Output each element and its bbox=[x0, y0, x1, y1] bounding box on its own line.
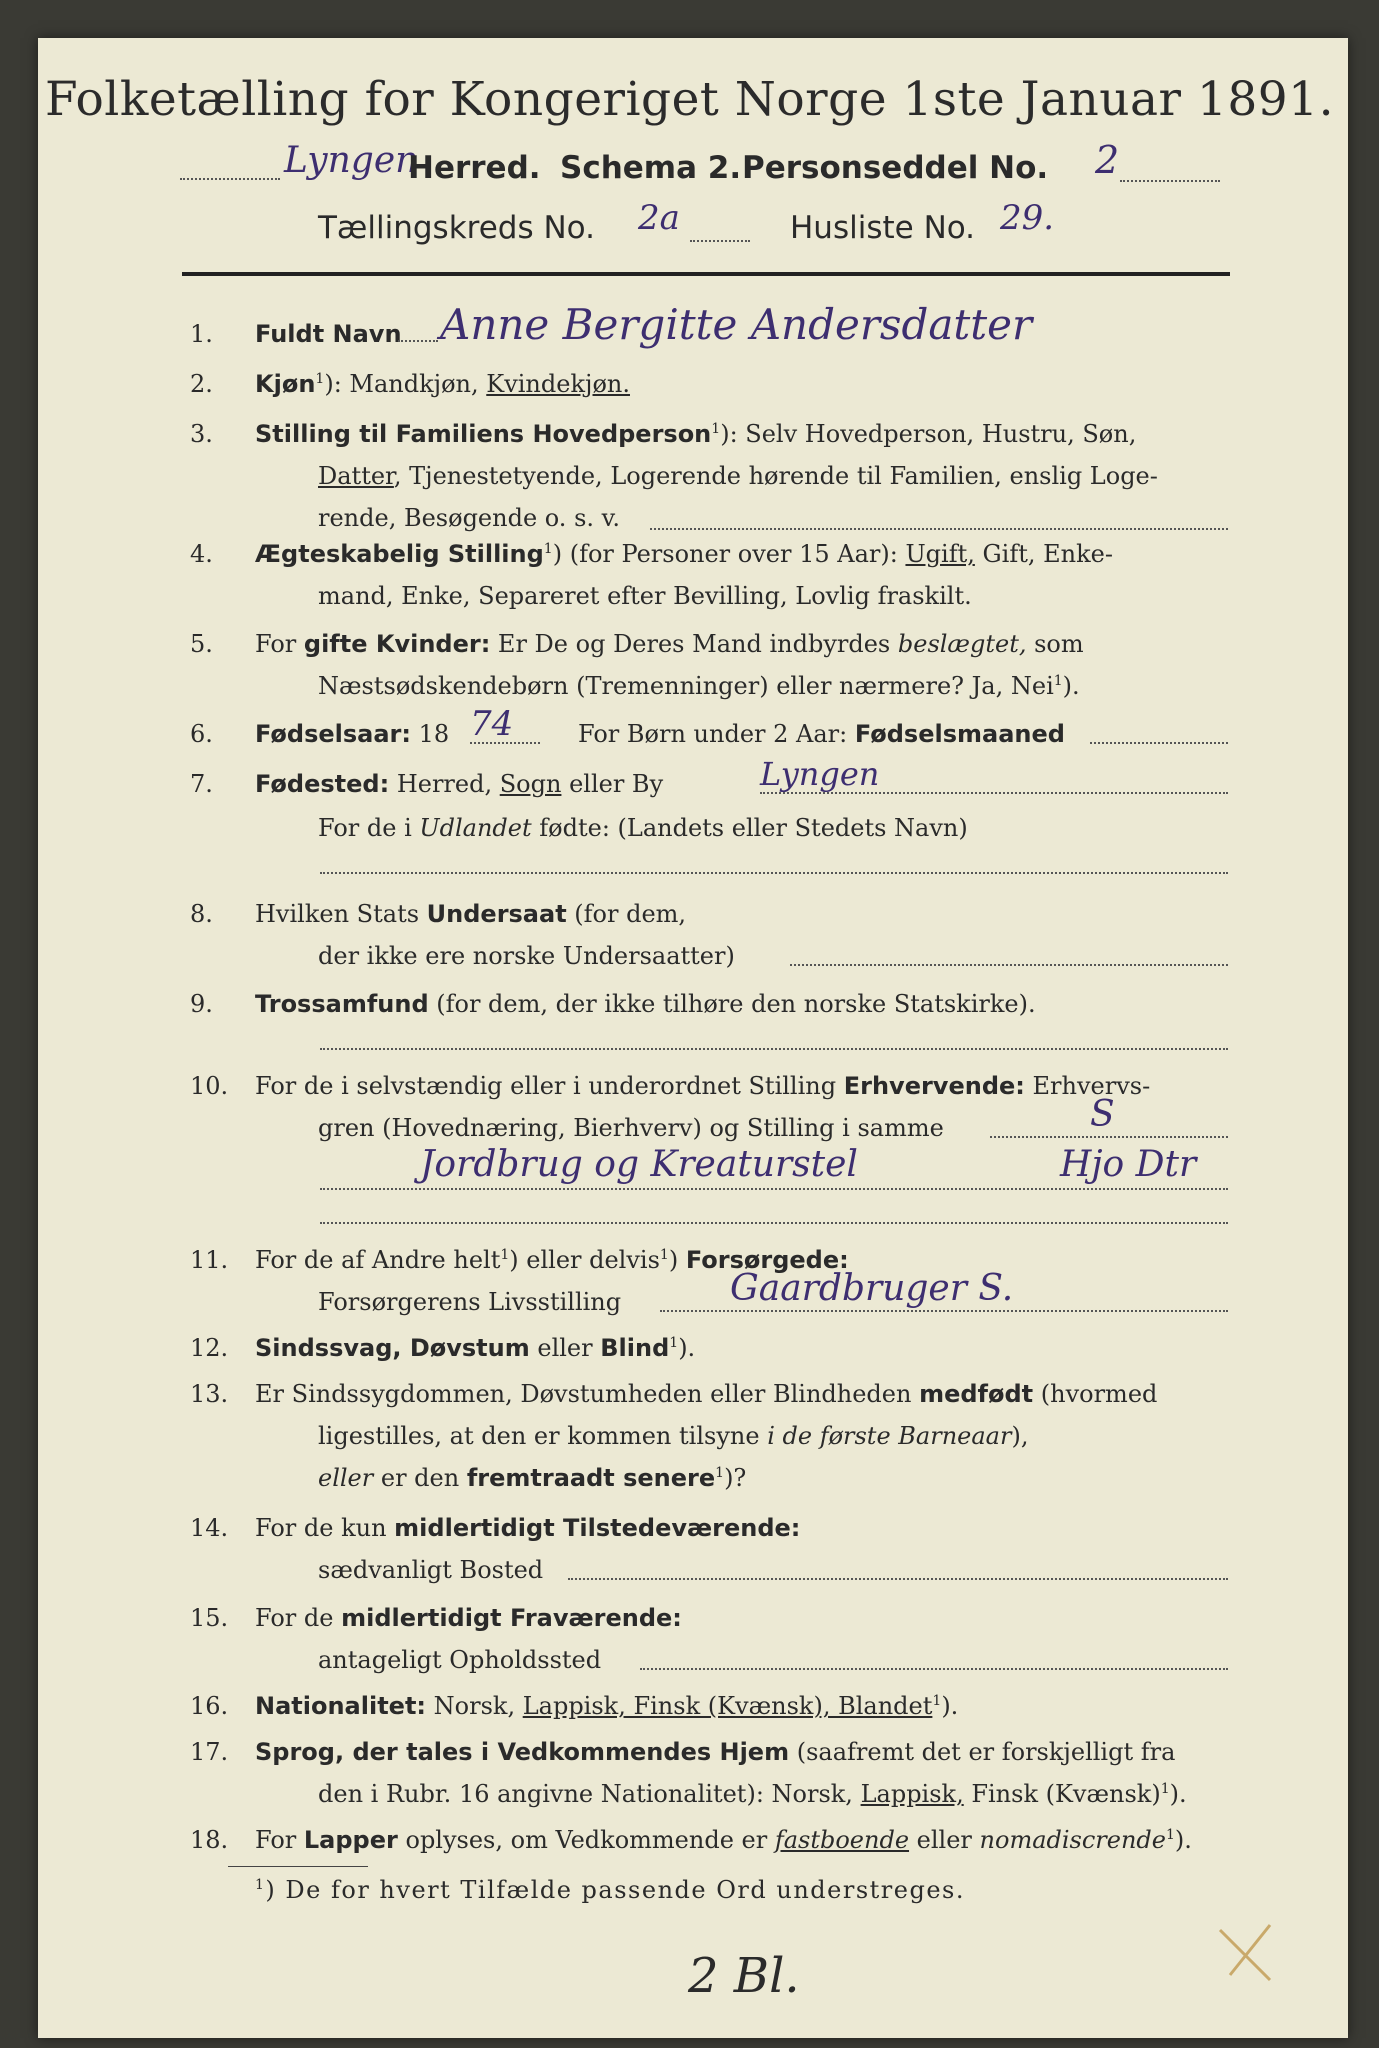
dependents-label: Forsørgede: bbox=[685, 1246, 849, 1274]
item-number: 13. bbox=[190, 1380, 229, 1408]
item-number: 6. bbox=[190, 720, 213, 748]
item-number: 1. bbox=[190, 320, 213, 348]
dotted-line bbox=[650, 528, 1228, 530]
dotted-line bbox=[470, 742, 540, 744]
dotted-line bbox=[398, 340, 438, 342]
birthplace-selected: Sogn bbox=[499, 770, 562, 798]
item-number: 11. bbox=[190, 1246, 229, 1274]
provider-occupation-value: Gaardbruger S. bbox=[730, 1268, 1014, 1309]
personseddel-value: 2 bbox=[1095, 138, 1120, 182]
item-number: 5. bbox=[190, 630, 213, 658]
husliste-value: 29. bbox=[1000, 198, 1055, 238]
item-8-text: Hvilken Stats Undersaat (for dem, bbox=[255, 900, 687, 928]
item-5-line2: Næstsødskendebørn (Tremenninger) eller nærmere? Ja, Nei$^1$). bbox=[318, 672, 1080, 700]
item-number: 14. bbox=[190, 1514, 229, 1542]
birth-month-label: Fødselsmaaned bbox=[854, 720, 1065, 748]
item-14-text: For de kun midlertidigt Tilstedeværende: bbox=[255, 1514, 801, 1542]
herred-label: Herred. bbox=[408, 150, 541, 186]
nationality-label: Nationalitet: bbox=[255, 1692, 427, 1720]
dotted-line bbox=[1120, 180, 1220, 182]
full-name-value: Anne Bergitte Andersdatter bbox=[440, 300, 1033, 349]
item-13-text: Er Sindssygdommen, Døvstumheden eller Blindheden medfødt (hvormed bbox=[255, 1380, 1158, 1408]
disability-label: Sindssvag, Døvstum bbox=[255, 1334, 530, 1362]
item-3-line2: Datter, Tjenestetyende, Logerende hørende til Familien, enslig Loge- bbox=[318, 462, 1158, 490]
item-15-text: For de midlertidigt Fraværende: bbox=[255, 1604, 682, 1632]
birth-year-label: Fødselsaar: bbox=[255, 720, 411, 748]
birth-year-prefix: 18 bbox=[418, 720, 450, 748]
birthplace-value: Lyngen bbox=[760, 755, 880, 793]
item-10-text: For de i selvstændig eller i underordnet Stilling Erhvervende: Erhvervs- bbox=[255, 1072, 1151, 1100]
item-number: 8. bbox=[190, 900, 213, 928]
lapps-selected: fastboende bbox=[774, 1826, 910, 1854]
dotted-line bbox=[320, 872, 1228, 874]
item-13-line2: ligestilles, at den er kommen tilsyne i de første Barneaar), bbox=[318, 1422, 1029, 1450]
item-number: 7. bbox=[190, 770, 213, 798]
citizenship-label: Undersaat bbox=[426, 900, 567, 928]
item-3-text: Stilling til Familiens Hovedperson$^1$): Selv Hovedperson, Hustru, Søn, bbox=[255, 420, 1137, 448]
birthplace-label: Fødested: bbox=[255, 770, 390, 798]
birth-year-value: 74 bbox=[470, 704, 514, 744]
cross-mark-icon bbox=[1210, 1910, 1290, 1990]
language-selected: Lappisk, bbox=[860, 1780, 964, 1808]
superscript: 1 bbox=[315, 371, 325, 387]
item-number: 3. bbox=[190, 420, 213, 448]
item-number: 18. bbox=[190, 1826, 229, 1854]
item-number: 4. bbox=[190, 540, 213, 568]
personseddel-label: Personseddel No. bbox=[742, 150, 1049, 186]
item-number: 16. bbox=[190, 1692, 229, 1720]
item-number: 12. bbox=[190, 1334, 229, 1362]
item-2-text bbox=[255, 370, 630, 398]
marital-status-selected: Ugift, bbox=[905, 540, 975, 568]
dotted-line bbox=[790, 964, 1228, 966]
dotted-line bbox=[760, 792, 1228, 794]
sex-label: Kjøn bbox=[255, 370, 316, 398]
married-women-label: gifte Kvinder: bbox=[303, 630, 491, 658]
item-7-line2: For de i Udlandet fødte: (Landets eller Stedets Navn) bbox=[318, 814, 968, 842]
occupation-code: S bbox=[1090, 1094, 1115, 1135]
schema-label: Schema 2. bbox=[560, 150, 742, 186]
item-18-text: For Lapper oplyses, om Vedkommende er fastboende eller nomadiscrende$^1$). bbox=[255, 1826, 1192, 1854]
item-4-text: Ægteskabelig Stilling$^1$) (for Personer over 15 Aar): Ugift, Gift, Enke- bbox=[255, 540, 1113, 568]
footnote: $^1$) De for hvert Tilfælde passende Ord understreges. bbox=[255, 1876, 965, 1904]
temporary-present-label: midlertidigt Tilstedeværende: bbox=[394, 1514, 801, 1542]
lapps-label: Lapper bbox=[303, 1826, 398, 1854]
item-number: 15. bbox=[190, 1604, 229, 1632]
header-rule bbox=[182, 272, 1230, 276]
family-position-options: ): Selv Hovedperson, Hustru, Søn, bbox=[720, 420, 1137, 448]
item-5-text: For gifte Kvinder: Er De og Deres Mand indbyrdes beslægtet, som bbox=[255, 630, 1084, 658]
item-number: 2. bbox=[190, 370, 213, 398]
occupation-value: Jordbrug og Kreaturstel bbox=[420, 1144, 858, 1185]
dotted-line bbox=[568, 1578, 1228, 1580]
item-3-line3: rende, Besøgende o. s. v. bbox=[318, 504, 620, 532]
item-6-text bbox=[255, 720, 449, 748]
religion-label: Trossamfund bbox=[255, 990, 429, 1018]
dotted-line bbox=[690, 240, 750, 242]
item-17-line2: den i Rubr. 16 angivne Nationalitet): Norsk, Lappisk, Finsk (Kvænsk)$^1$). bbox=[318, 1780, 1187, 1808]
item-9-text: Trossamfund (for dem, der ikke tilhøre den norske Statskirke). bbox=[255, 990, 1036, 1018]
item-6-rest: For Børn under 2 Aar: Fødselsmaaned bbox=[578, 720, 1065, 748]
item-number: 17. bbox=[190, 1738, 229, 1766]
item-13-line3: eller er den fremtraadt senere$^1$)? bbox=[318, 1464, 747, 1492]
footnote-rule bbox=[228, 1866, 368, 1867]
herred-value: Lyngen bbox=[284, 140, 419, 181]
item-11-text: For de af Andre helt$^1$) eller delvis$^1$) Forsørgede: bbox=[255, 1246, 849, 1274]
temporary-absent-label: midlertidigt Fraværende: bbox=[341, 1604, 682, 1632]
occupation-position: Hjo Dtr bbox=[1060, 1144, 1197, 1185]
dotted-line bbox=[990, 1136, 1228, 1138]
item-8-line2: der ikke ere norske Undersaatter) bbox=[318, 942, 735, 970]
item-15-line2: antageligt Opholdssted bbox=[318, 1646, 602, 1674]
item-17-text: Sprog, der tales i Vedkommendes Hjem (saafremt det er forskjelligt fra bbox=[255, 1738, 1176, 1766]
item-number: 9. bbox=[190, 990, 213, 1018]
dotted-line bbox=[180, 178, 280, 180]
kreds-label: Tællingskreds No. bbox=[318, 210, 595, 246]
item-10-line2: gren (Hovednæring, Bierhverv) og Stilling i samme bbox=[318, 1114, 944, 1142]
sex-options: ): Mandkjøn, bbox=[324, 370, 487, 398]
congenital-label: medfødt bbox=[919, 1380, 1034, 1408]
item-12-text: Sindssvag, Døvstum eller Blind$^1$). bbox=[255, 1334, 696, 1362]
dotted-line bbox=[1090, 742, 1228, 744]
sex-selected: Kvindekjøn. bbox=[486, 370, 630, 398]
language-label: Sprog, der tales i Vedkommendes Hjem bbox=[255, 1738, 790, 1766]
family-position-selected: Datter bbox=[318, 462, 394, 490]
dotted-line bbox=[320, 1222, 1228, 1224]
nationality-selected: Lappisk, Finsk (Kvænsk), Blandet bbox=[522, 1692, 933, 1720]
family-position-label: Stilling til Familiens Hovedperson bbox=[255, 420, 712, 448]
dotted-line bbox=[320, 1188, 1228, 1190]
item-14-line2: sædvanligt Bosted bbox=[318, 1556, 544, 1584]
item-11-line2: Forsørgerens Livsstilling bbox=[318, 1288, 622, 1316]
item-7-text: Fødested: Herred, Sogn eller By bbox=[255, 770, 664, 798]
dotted-line bbox=[640, 1668, 1228, 1670]
item-label bbox=[255, 320, 402, 348]
dotted-line bbox=[660, 1310, 1228, 1312]
dotted-line bbox=[320, 1048, 1228, 1050]
occupation-label: Erhvervende: bbox=[843, 1072, 1025, 1100]
kreds-value: 2a bbox=[638, 198, 680, 238]
bottom-mark: 2 Bl. bbox=[688, 1948, 800, 2004]
husliste-label: Husliste No. bbox=[790, 210, 976, 246]
form-title: Folketælling for Kongeriget Norge 1ste Januar 1891. bbox=[44, 72, 1335, 127]
item-number: 10. bbox=[190, 1072, 229, 1100]
item-16-text: Nationalitet: Norsk, Lappisk, Finsk (Kvænsk), Blandet$^1$). bbox=[255, 1692, 959, 1720]
full-name-label: Fuldt Navn bbox=[255, 320, 402, 348]
marital-status-label: Ægteskabelig Stilling bbox=[255, 540, 544, 568]
item-4-line2: mand, Enke, Separeret efter Bevilling, Lovlig fraskilt. bbox=[318, 582, 972, 610]
